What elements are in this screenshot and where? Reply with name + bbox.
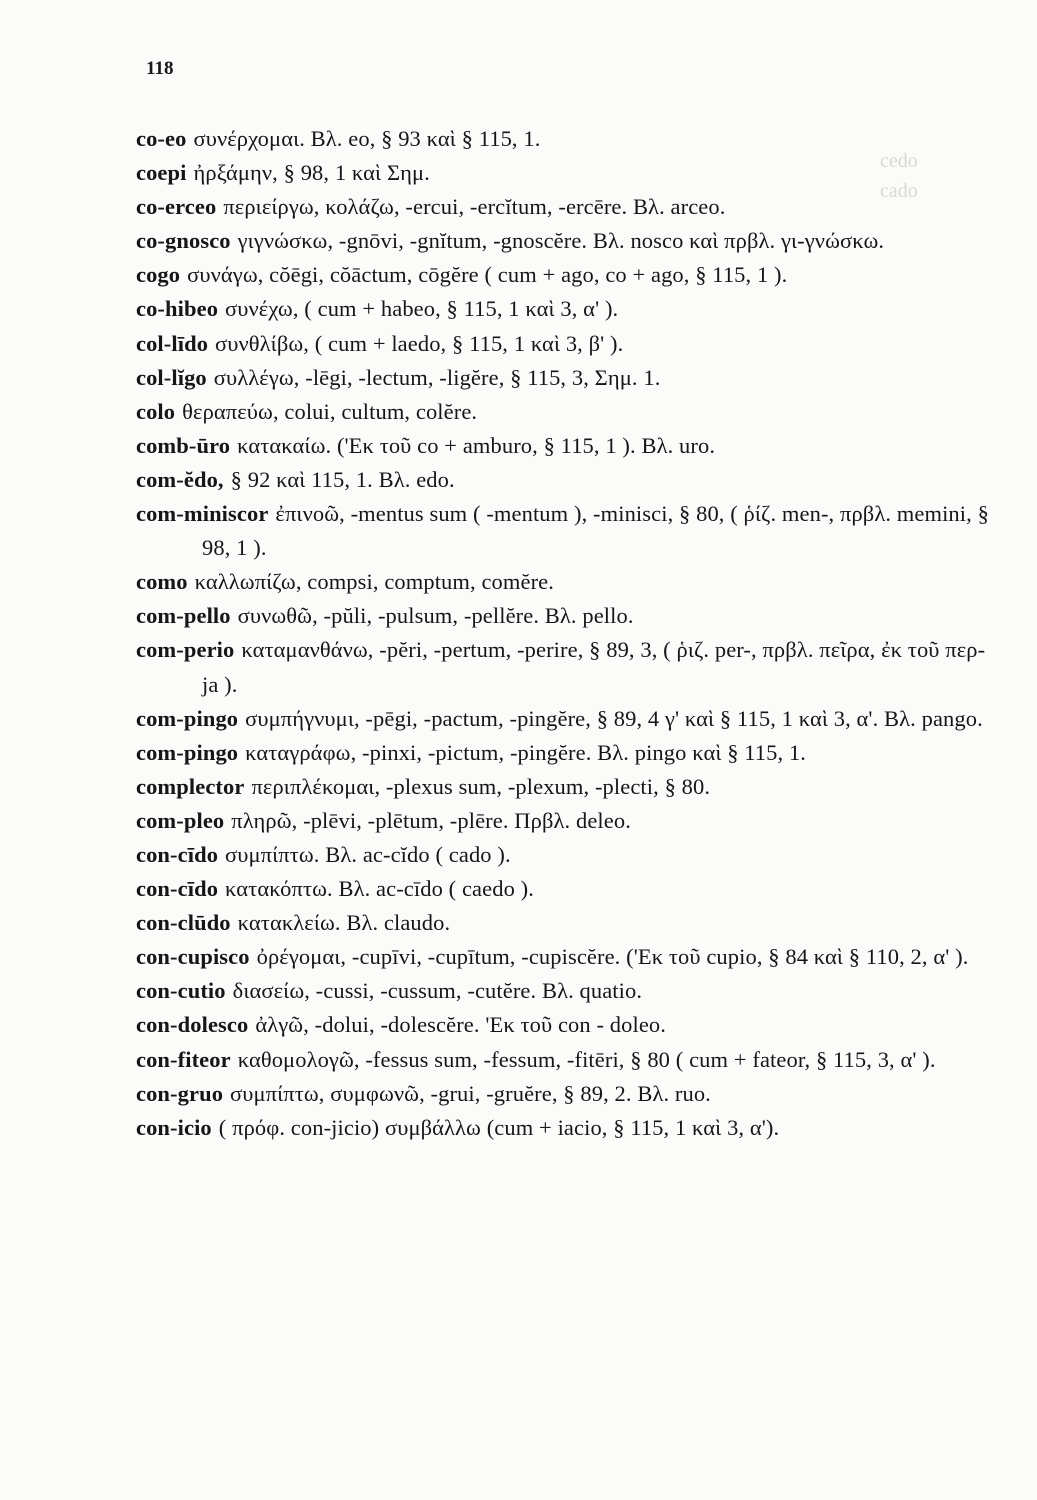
entry xyxy=(136,292,998,326)
entry-text: περιπλέκομαι, -plexus sum, -plexum, -plecti, § 80. xyxy=(251,773,711,799)
entry xyxy=(136,702,998,736)
entry xyxy=(136,190,998,224)
entry-text: συμπήγνυμι, -pēgi, -pactum, -pingĕre, § 89, 4 γ' καὶ § 115, 1 καὶ 3, α'. Βλ. pango. xyxy=(245,705,983,731)
entry-text: συνάγω, cŏēgi, cŏāctum, cōgĕre ( cum + ago, co + ago, § 115, 1 ). xyxy=(187,262,788,288)
entry-lemma: con-cīdo xyxy=(136,876,219,902)
entry xyxy=(136,974,998,1008)
entry-lemma: col-lĭgo xyxy=(136,364,207,390)
entry xyxy=(136,327,998,361)
entry-text: πληρῶ, -plēvi, -plētum, -plēre. Πρβλ. deleo. xyxy=(231,807,631,833)
entry-lemma: com-perio xyxy=(136,637,235,663)
entry-lemma: con-fiteor xyxy=(136,1046,231,1072)
entry-lemma: com-pingo xyxy=(136,705,239,731)
entry xyxy=(136,429,998,463)
entry-lemma: con-gruo xyxy=(136,1080,224,1106)
entry-text: ὀρέγομαι, -cupīvi, -cupītum, -cupiscĕre. ('Εκ τοῦ cupio, § 84 καὶ § 110, 2, α' ). xyxy=(256,944,969,970)
entry-lemma: comb-ūro xyxy=(136,432,231,458)
entry xyxy=(136,1077,998,1111)
entry-text: καθομολογῶ, -fessus sum, -fessum, -fitēri, § 80 ( cum + fateor, § 115, 3, α' ). xyxy=(237,1046,936,1072)
entry-text: κατακόπτω. Βλ. ac-cīdo ( caedo ). xyxy=(225,876,534,902)
entry-lemma: con-cīdo xyxy=(136,841,219,867)
entry xyxy=(136,1043,998,1077)
entry xyxy=(136,463,998,497)
entry-lemma: con-cutio xyxy=(136,978,226,1004)
bleed-through-text: cado xyxy=(880,180,918,202)
entry xyxy=(136,156,998,190)
entry-text: συνέρχομαι. Βλ. eo, § 93 καὶ § 115, 1. xyxy=(193,126,541,151)
entry xyxy=(136,633,998,701)
entry xyxy=(136,224,998,258)
entry xyxy=(136,1008,998,1042)
entry-text: καταμανθάνω, -pĕri, -pertum, -perire, § 89, 3, ( ῥιζ. per-, πρβλ. πεῖρα, ἐκ τοῦ περ-ja ). xyxy=(202,637,986,697)
entry-lemma: co-erceo xyxy=(136,194,217,220)
entry xyxy=(136,361,998,395)
entry-lemma: con-dolesco xyxy=(136,1012,249,1038)
entry-text: ἐπινοῶ, -mentus sum ( -mentum ), -minisci, § 80, ( ῥίζ. men-, πρβλ. memini, § 98, 1 ). xyxy=(202,501,989,561)
entry xyxy=(136,804,998,838)
entry-text: καλλωπίζω, compsi, comptum, comĕre. xyxy=(194,569,554,595)
entry xyxy=(136,122,998,156)
entry xyxy=(136,872,998,906)
entry-lemma: con-clūdo xyxy=(136,910,231,936)
entry xyxy=(136,736,998,770)
entry-lemma: co-eo xyxy=(136,126,187,151)
entry-text: συνέχω, ( cum + habeo, § 115, 1 καὶ 3, α' ). xyxy=(225,296,619,322)
entry-text: συμπίπτω. Βλ. ac-cĭdo ( cado ). xyxy=(225,841,511,867)
entry-lemma: cogo xyxy=(136,262,181,288)
entry-lemma: como xyxy=(136,569,188,595)
entry xyxy=(136,258,998,292)
entry-lemma: com-pello xyxy=(136,603,231,629)
entry xyxy=(136,565,998,599)
entry xyxy=(136,599,998,633)
entry-lemma: con-icio xyxy=(136,1114,212,1140)
entry-text: συνθλίβω, ( cum + laedo, § 115, 1 καὶ 3, β' ). xyxy=(215,330,624,356)
entry xyxy=(136,395,998,429)
entry xyxy=(136,838,998,872)
entry xyxy=(136,1111,998,1145)
entry-text: κατακαίω. ('Εκ τοῦ co + amburo, § 115, 1 ). Βλ. uro. xyxy=(237,432,716,458)
entry-lemma: com-pingo xyxy=(136,739,239,765)
entry-text: κατακλείω. Βλ. claudo. xyxy=(237,910,451,936)
entry-text: θεραπεύω, colui, cultum, colĕre. xyxy=(182,398,478,424)
entry xyxy=(136,770,998,804)
entry-text: ἠρξάμην, § 98, 1 καὶ Σημ. xyxy=(193,160,430,186)
entry-text: συμπίπτω, συμφωνῶ, -grui, -gruĕre, § 89, 2. Βλ. ruo. xyxy=(230,1080,711,1106)
entry-lemma: com-pleo xyxy=(136,807,225,833)
entry-lemma: com-miniscor xyxy=(136,501,269,527)
entry-lemma: com-ĕdo, xyxy=(136,466,224,492)
entry xyxy=(136,497,998,565)
entry-text: γιγνώσκω, -gnōvi, -gnĭtum, -gnoscĕre. Βλ. nosco καὶ πρβλ. γι-γνώσκω. xyxy=(237,228,885,254)
entry-lemma: co-hibeo xyxy=(136,296,219,322)
entry-lemma: col-līdo xyxy=(136,330,209,356)
page-number: 118 xyxy=(146,58,174,79)
entry-lemma: con-cupisco xyxy=(136,944,250,970)
entry-text: καταγράφω, -pinxi, -pictum, -pingĕre. Βλ. pingo καὶ § 115, 1. xyxy=(245,739,807,765)
entry-text: συνωθῶ, -pŭli, -pulsum, -pellĕre. Βλ. pello. xyxy=(237,603,634,629)
entry-text: συλλέγω, -lēgi, -lectum, -ligĕre, § 115, 3, Σημ. 1. xyxy=(213,364,661,390)
entry-lemma: co-gnosco xyxy=(136,228,231,254)
entry-lemma: complector xyxy=(136,773,245,799)
dictionary-entries xyxy=(136,122,998,1145)
entry xyxy=(136,940,998,974)
entry-lemma: coepi xyxy=(136,160,187,186)
entry-text: § 92 καὶ 115, 1. Βλ. edo. xyxy=(230,466,455,492)
entry xyxy=(136,906,998,940)
entry-text: ἀλγῶ, -dolui, -dolescĕre. 'Εκ τοῦ con - doleo. xyxy=(255,1012,666,1038)
bleed-through-text: cedo xyxy=(880,150,918,172)
entry-lemma: colo xyxy=(136,398,176,424)
entry-text: περιείργω, κολάζω, -ercui, -ercĭtum, -ercēre. Βλ. arceo. xyxy=(223,194,726,220)
entry-text: διασείω, -cussi, -cussum, -cutĕre. Βλ. quatio. xyxy=(232,978,643,1004)
entry-text: ( πρόφ. con-jicio) συμβάλλω (cum + iacio, § 115, 1 καὶ 3, α'). xyxy=(218,1114,780,1140)
